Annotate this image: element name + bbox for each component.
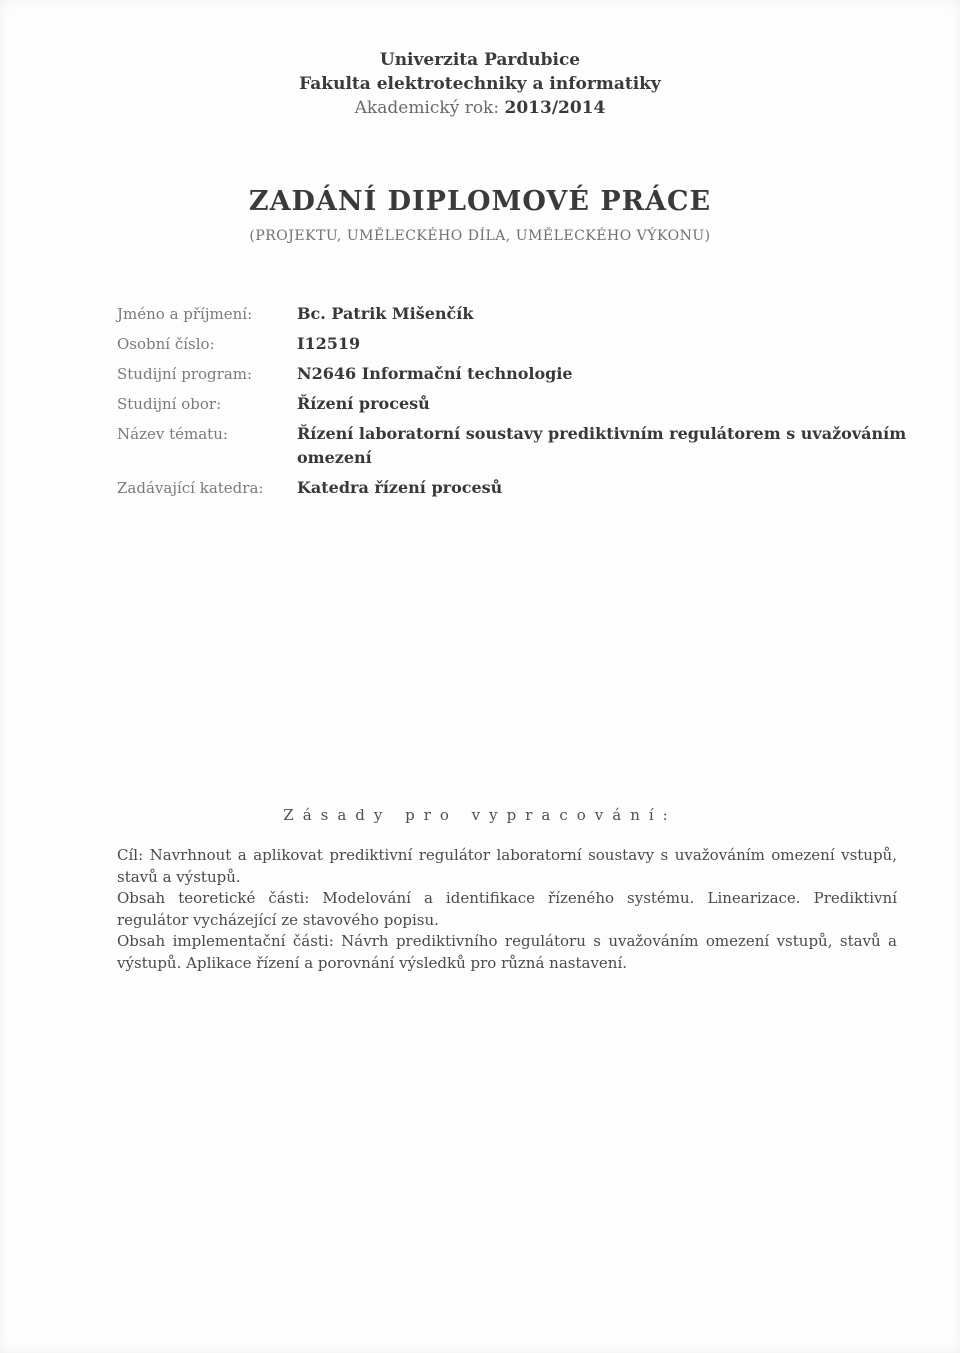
academic-year-label: Akademický rok: bbox=[354, 98, 500, 118]
info-value: Řízení procesů bbox=[297, 394, 430, 413]
info-label: Studijní program: bbox=[117, 365, 253, 383]
info-label: Osobní číslo: bbox=[117, 335, 215, 353]
info-row-study-program bbox=[117, 362, 907, 386]
document-title: ZADÁNÍ DIPLOMOVÉ PRÁCE bbox=[248, 186, 712, 217]
info-value: Katedra řízení procesů bbox=[297, 478, 503, 497]
info-row-study-field bbox=[117, 392, 907, 416]
info-value: N2646 Informační technologie bbox=[297, 364, 573, 383]
info-label: Název tématu: bbox=[117, 425, 228, 443]
info-row-topic bbox=[117, 422, 907, 470]
document-header bbox=[0, 48, 960, 120]
info-value: Řízení laboratorní soustavy prediktivním regulátorem s uvažováním omezení bbox=[297, 424, 907, 467]
info-value: I12519 bbox=[297, 334, 361, 353]
academic-year bbox=[0, 96, 960, 120]
paragraph-theory: Obsah teoretické části: Modelování a identifikace řízeného systému. Linearizace. Prediktivní regulátor vycházející ze stavového popisu. bbox=[117, 889, 897, 929]
university-name: Univerzita Pardubice bbox=[379, 50, 581, 70]
student-info-table bbox=[117, 302, 907, 506]
info-row-department bbox=[117, 476, 907, 500]
info-label: Jméno a příjmení: bbox=[117, 305, 253, 323]
info-label: Zadávající katedra: bbox=[117, 479, 264, 497]
paragraph-implementation: Obsah implementační části: Návrh prediktivního regulátoru s uvažováním omezení vstupů, stavů a výstupů. Aplikace řízení a porovnání výsledků pro různá nastavení. bbox=[117, 932, 897, 972]
info-row-name bbox=[117, 302, 907, 326]
info-row-personal-number bbox=[117, 332, 907, 356]
paragraph-goal: Cíl: Navrhnout a aplikovat prediktivní regulátor laboratorní soustavy s uvažováním omezení vstupů, stavů a výstupů. bbox=[117, 846, 897, 886]
academic-year-value: 2013/2014 bbox=[504, 98, 606, 118]
guidelines-heading: Zásady pro vypracování: bbox=[283, 806, 677, 824]
guidelines-text bbox=[117, 845, 897, 974]
faculty-name: Fakulta elektrotechniky a informatiky bbox=[299, 74, 661, 94]
info-label: Studijní obor: bbox=[117, 395, 222, 413]
info-value: Bc. Patrik Mišenčík bbox=[297, 304, 474, 323]
document-subtitle: (PROJEKTU, UMĚLECKÉHO DÍLA, UMĚLECKÉHO VÝKONU) bbox=[249, 228, 711, 244]
